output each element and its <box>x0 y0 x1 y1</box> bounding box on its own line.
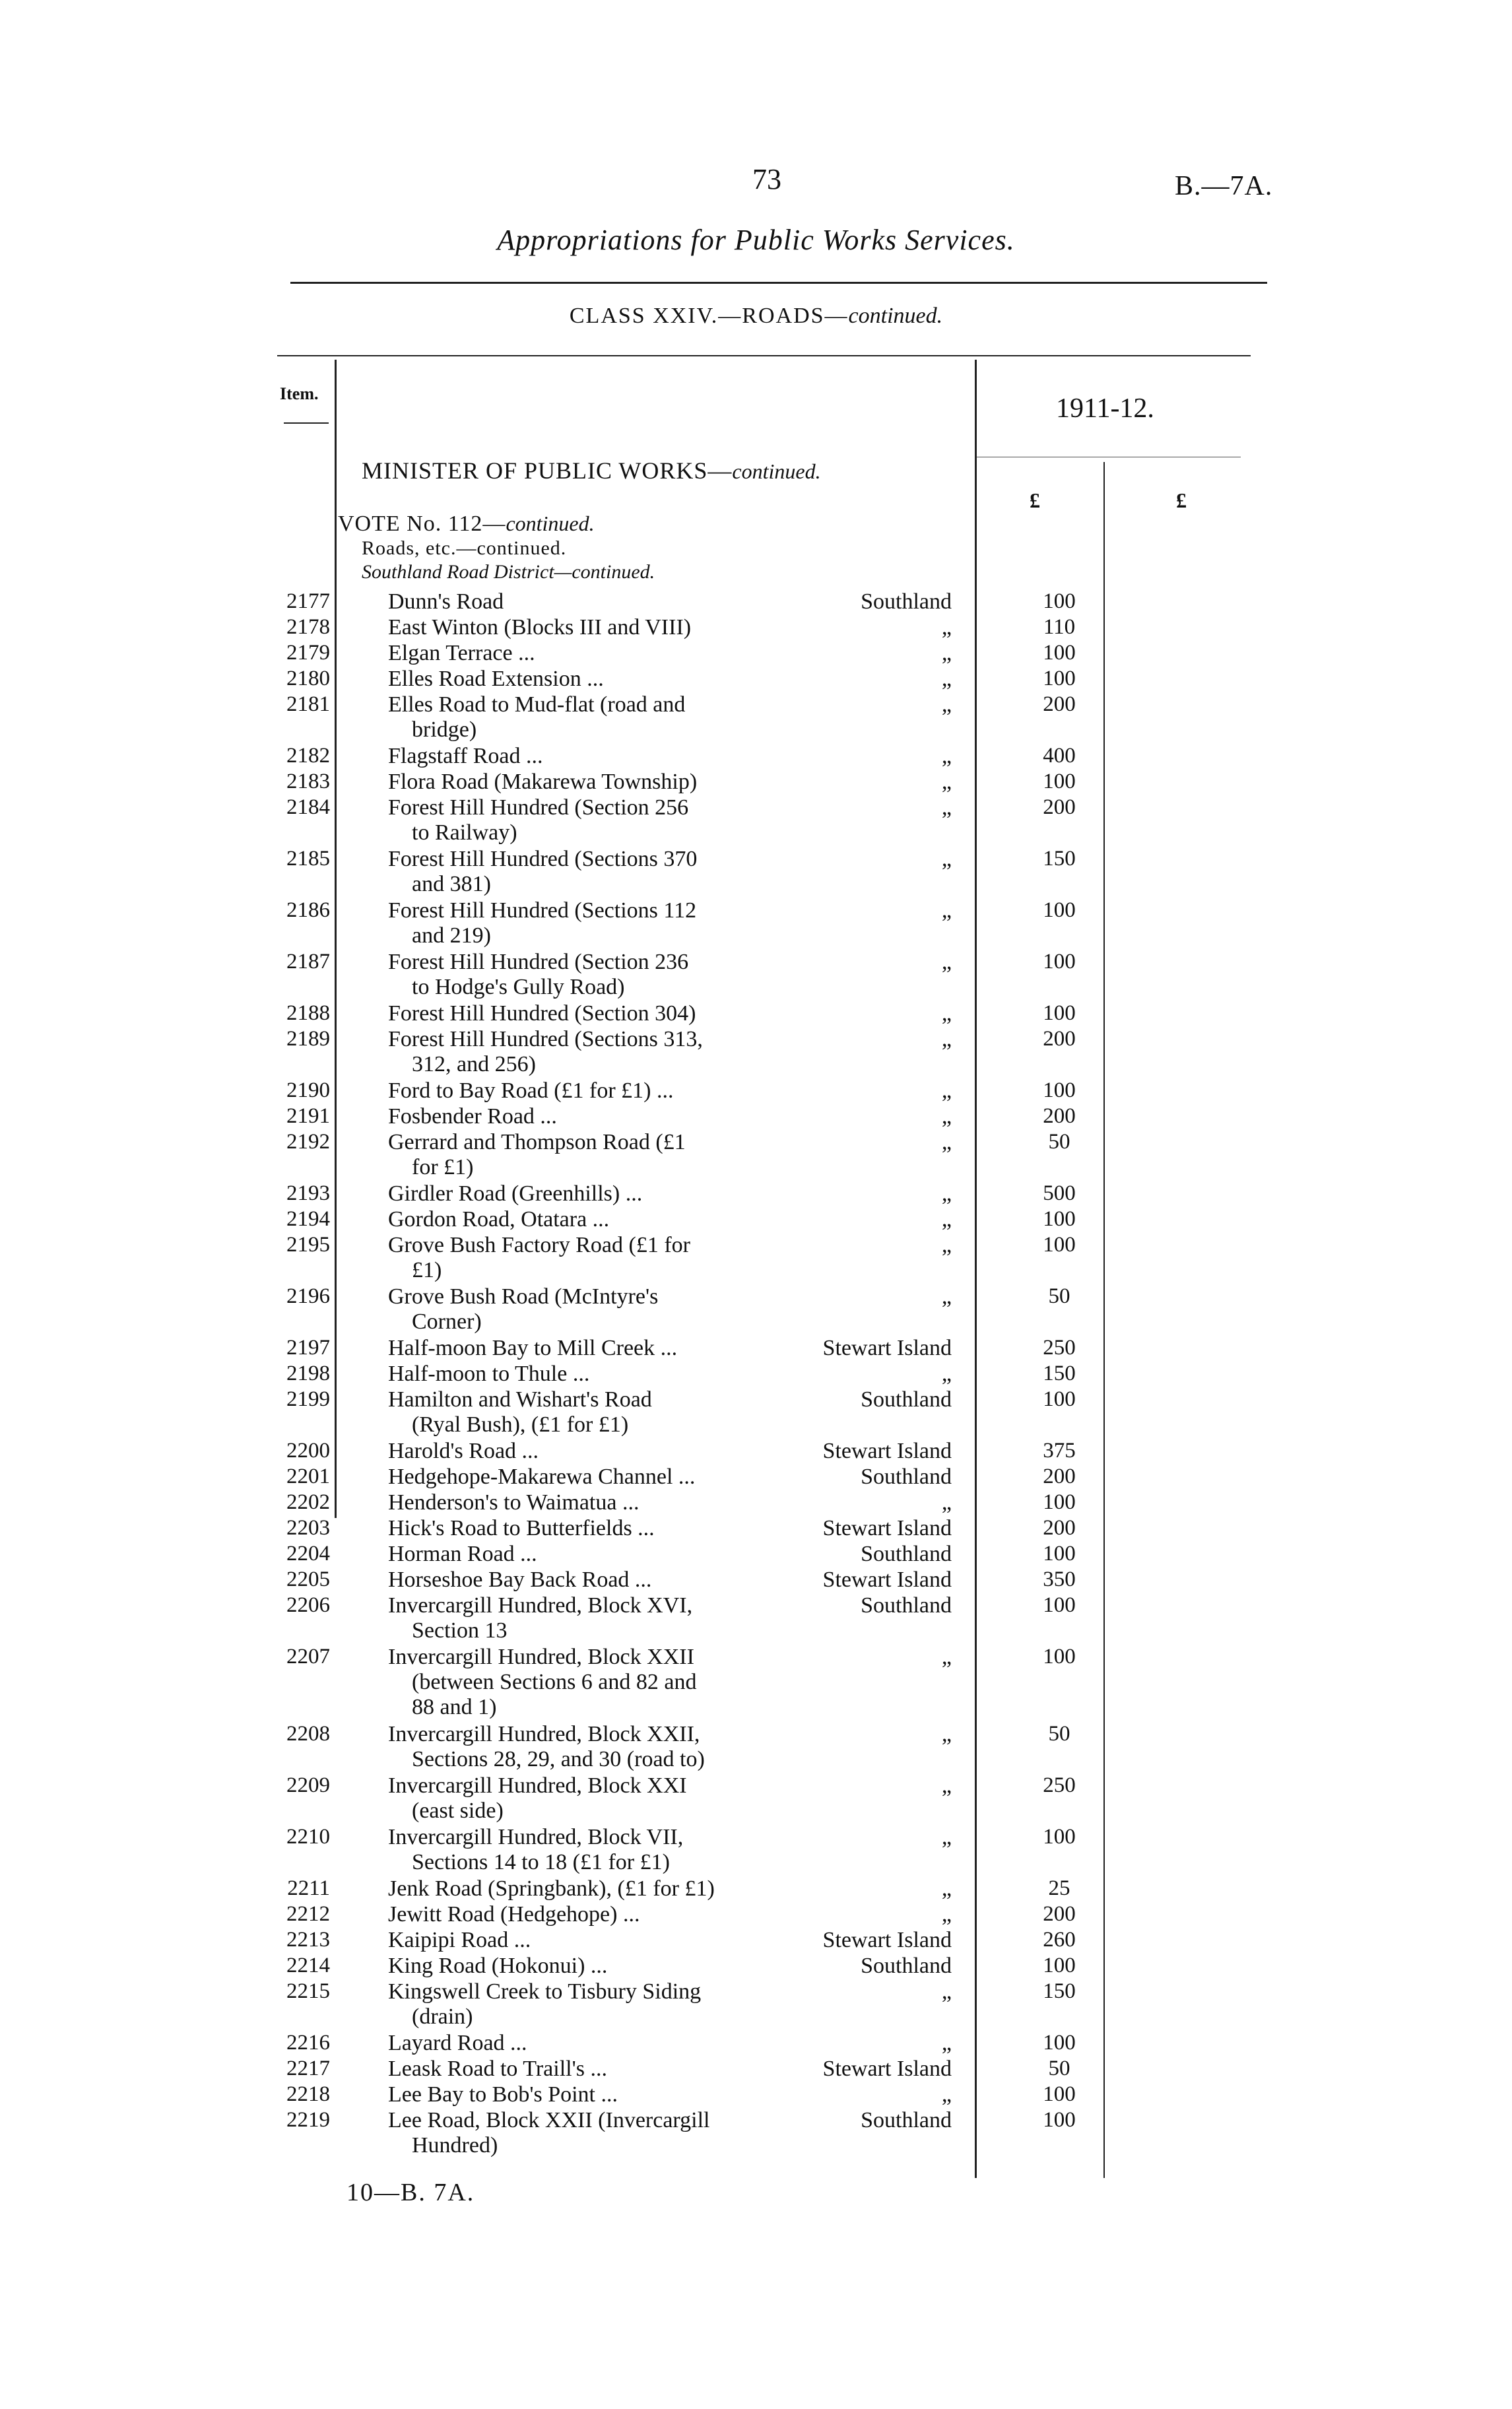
road-name-line: Ford to Bay Road (£1 for £1) ... <box>388 1078 674 1103</box>
road-name <box>388 847 784 897</box>
road-name-line: Jenk Road (Springbank), (£1 for £1) <box>388 1876 715 1901</box>
table-row <box>0 2108 1512 2160</box>
road-name-line: Girdler Road (Greenhills) ... <box>388 1181 643 1206</box>
amount: 150 <box>1043 1979 1076 2003</box>
table-row <box>0 1593 1512 1645</box>
road-name-line: Sections 14 to 18 (£1 for £1) <box>412 1850 670 1874</box>
vote-heading-main: VOTE No. 112— <box>338 512 506 536</box>
item-number: 2212 <box>286 1902 330 1926</box>
table-row <box>0 615 1512 641</box>
table-row <box>0 1207 1512 1233</box>
district-name: Southland <box>861 1465 952 1489</box>
item-number: 2207 <box>286 1645 330 1668</box>
road-name <box>388 1284 784 1335</box>
item-number: 2194 <box>286 1207 330 1231</box>
item-number: 2203 <box>286 1516 330 1540</box>
table-top-rule <box>277 355 1251 356</box>
table-row <box>0 1954 1512 1979</box>
table-row <box>0 1902 1512 1928</box>
amount: 100 <box>1043 2031 1076 2055</box>
road-name-line: Fosbender Road ... <box>388 1104 557 1129</box>
item-number: 2217 <box>286 2057 330 2080</box>
table-row <box>0 1001 1512 1027</box>
district-heading: Southland Road District—continued. <box>362 561 655 583</box>
amount: 100 <box>1043 1078 1076 1102</box>
road-name <box>388 1928 784 1953</box>
amount: 100 <box>1043 589 1076 613</box>
amount: 50 <box>1048 1130 1070 1154</box>
district-name: „ <box>941 1284 952 1309</box>
road-name <box>388 1722 784 1772</box>
road-name-line: Elles Road to Mud-flat (road and <box>388 692 686 717</box>
road-name <box>388 1876 784 1901</box>
amount: 150 <box>1043 847 1076 871</box>
road-name <box>388 1542 784 1567</box>
item-column-header: Item. <box>280 384 319 403</box>
table-row <box>0 795 1512 847</box>
year-column-header: 1911-12. <box>1056 393 1154 424</box>
table-row <box>0 1387 1512 1439</box>
district-name: „ <box>941 667 952 691</box>
table-row <box>0 1130 1512 1181</box>
item-number: 2208 <box>286 1722 330 1746</box>
road-name-line: Invercargill Hundred, Block XXII <box>388 1645 694 1669</box>
road-name-line: Horman Road ... <box>388 1542 537 1566</box>
road-name <box>388 950 784 1000</box>
road-name <box>388 1207 784 1232</box>
district-name: „ <box>941 2082 952 2107</box>
table-row <box>0 1465 1512 1490</box>
road-name-line: Elgan Terrace ... <box>388 641 535 665</box>
amount: 200 <box>1043 692 1076 716</box>
road-name-line: Hedgehope-Makarewa Channel ... <box>388 1465 696 1489</box>
item-number: 2213 <box>286 1928 330 1952</box>
road-name-line: Kingswell Creek to Tisbury Siding <box>388 1979 702 2004</box>
amount: 400 <box>1043 744 1076 768</box>
item-number: 2179 <box>286 641 330 665</box>
road-name <box>388 1181 784 1206</box>
road-name-line: Elles Road Extension ... <box>388 667 604 691</box>
district-name: „ <box>941 1722 952 1746</box>
ministry-heading-continued: continued. <box>732 459 821 483</box>
road-name <box>388 2031 784 2056</box>
road-name-line: (drain) <box>412 2004 473 2029</box>
item-number: 2178 <box>286 615 330 639</box>
road-name-line: Sections 28, 29, and 30 (road to) <box>412 1747 705 1771</box>
item-header-underline <box>284 422 329 424</box>
amount: 200 <box>1043 1027 1076 1051</box>
table-row <box>0 1362 1512 1387</box>
subhead-roads: Roads, etc.—continued. <box>362 537 567 559</box>
road-name-line: Corner) <box>412 1309 482 1334</box>
road-name <box>388 1387 784 1437</box>
road-name <box>388 1593 784 1643</box>
table-row <box>0 1979 1512 2031</box>
amount: 200 <box>1043 1465 1076 1488</box>
amount: 100 <box>1043 1233 1076 1257</box>
table-row <box>0 1722 1512 1773</box>
item-number: 2197 <box>286 1336 330 1360</box>
district-name: Stewart Island <box>822 2057 952 2081</box>
table-row <box>0 744 1512 770</box>
item-number: 2206 <box>286 1593 330 1617</box>
table-row <box>0 1825 1512 1876</box>
road-name <box>388 589 784 614</box>
page-number: 73 <box>752 163 781 195</box>
road-name-line: Lee Bay to Bob's Point ... <box>388 2082 618 2107</box>
road-name-line: 88 and 1) <box>412 1695 497 1719</box>
table-row <box>0 1233 1512 1284</box>
road-name <box>388 1465 784 1490</box>
district-name: „ <box>941 1825 952 1849</box>
road-name <box>388 1773 784 1824</box>
table-row <box>0 1439 1512 1465</box>
vote-heading <box>338 512 595 537</box>
road-name-line: (between Sections 6 and 82 and <box>412 1670 697 1694</box>
table-row <box>0 667 1512 692</box>
road-name <box>388 1104 784 1129</box>
table-row <box>0 847 1512 898</box>
district-name: „ <box>941 1902 952 1927</box>
road-name <box>388 1027 784 1077</box>
item-number: 2180 <box>286 667 330 690</box>
district-name: „ <box>941 1181 952 1206</box>
district-name: „ <box>941 770 952 794</box>
district-name: „ <box>941 950 952 974</box>
table-row <box>0 898 1512 950</box>
district-name: Southland <box>861 1593 952 1618</box>
road-name-line: King Road (Hokonui) ... <box>388 1954 608 1978</box>
road-name-line: Jewitt Road (Hedgehope) ... <box>388 1902 640 1927</box>
road-name-line: bridge) <box>412 717 477 742</box>
road-name <box>388 744 784 769</box>
road-name <box>388 1439 784 1464</box>
road-name <box>388 1825 784 1875</box>
road-name <box>388 1645 784 1720</box>
road-name <box>388 2057 784 2082</box>
class-heading-main: CLASS XXIV.—ROADS— <box>569 304 849 328</box>
road-name-line: Forest Hill Hundred (Section 304) <box>388 1001 696 1026</box>
item-number: 2183 <box>286 770 330 793</box>
district-name: Stewart Island <box>822 1439 952 1463</box>
road-name-line: 312, and 256) <box>412 1052 536 1076</box>
road-name-line: Invercargill Hundred, Block XXII, <box>388 1722 700 1746</box>
road-name-line: and 381) <box>412 872 491 896</box>
road-name-line: Hamilton and Wishart's Road <box>388 1387 652 1412</box>
table-row <box>0 1568 1512 1593</box>
amount: 100 <box>1043 1387 1076 1411</box>
road-name-line: Forest Hill Hundred (Sections 313, <box>388 1027 703 1051</box>
road-name <box>388 1130 784 1180</box>
item-number: 2210 <box>286 1825 330 1849</box>
road-name <box>388 898 784 948</box>
item-number: 2201 <box>286 1465 330 1488</box>
table-row <box>0 2031 1512 2057</box>
amount: 200 <box>1043 1516 1076 1540</box>
table-row <box>0 2082 1512 2108</box>
road-name <box>388 667 784 692</box>
item-number: 2189 <box>286 1027 330 1051</box>
road-name-line: and 219) <box>412 923 491 948</box>
road-name-line: Forest Hill Hundred (Section 256 <box>388 795 689 820</box>
title-rule <box>290 282 1267 284</box>
road-name <box>388 1490 784 1515</box>
table-row <box>0 770 1512 795</box>
district-name: „ <box>941 795 952 820</box>
table-row <box>0 1284 1512 1336</box>
item-number: 2177 <box>286 589 330 613</box>
item-number: 2200 <box>286 1439 330 1463</box>
road-name <box>388 641 784 666</box>
item-number: 2204 <box>286 1542 330 1566</box>
road-name <box>388 1362 784 1387</box>
class-heading <box>0 304 1512 329</box>
table-row <box>0 1336 1512 1362</box>
amount: 250 <box>1043 1773 1076 1797</box>
table-row <box>0 2057 1512 2082</box>
road-name <box>388 615 784 640</box>
amount: 25 <box>1048 1876 1070 1900</box>
item-number: 2181 <box>286 692 330 716</box>
pound-sign-column-1: £ <box>1030 488 1040 512</box>
road-name-line: Hundred) <box>412 2133 498 2158</box>
table-row <box>0 1027 1512 1078</box>
item-number: 2186 <box>286 898 330 922</box>
ministry-heading <box>362 457 821 484</box>
road-name <box>388 1336 784 1361</box>
district-name: Southland <box>861 1387 952 1412</box>
amount: 100 <box>1043 2082 1076 2106</box>
amount: 50 <box>1048 1284 1070 1308</box>
ministry-heading-main: MINISTER OF PUBLIC WORKS— <box>362 457 733 484</box>
district-name: Stewart Island <box>822 1336 952 1360</box>
amount: 50 <box>1048 1722 1070 1746</box>
item-number: 2193 <box>286 1181 330 1205</box>
district-name: Southland <box>861 2108 952 2132</box>
item-number: 2192 <box>286 1130 330 1154</box>
road-name <box>388 1568 784 1593</box>
district-name: Stewart Island <box>822 1928 952 1952</box>
road-name-line: to Hodge's Gully Road) <box>412 975 625 999</box>
road-name-line: Leask Road to Traill's ... <box>388 2057 607 2081</box>
district-name: „ <box>941 1490 952 1515</box>
item-number: 2209 <box>286 1773 330 1797</box>
road-name-line: Hick's Road to Butterfields ... <box>388 1516 655 1540</box>
road-name-line: Forest Hill Hundred (Sections 370 <box>388 847 698 871</box>
pound-sign-column-2: £ <box>1176 488 1187 512</box>
road-name-line: Forest Hill Hundred (Sections 112 <box>388 898 697 923</box>
item-number: 2185 <box>286 847 330 871</box>
table-row <box>0 1104 1512 1130</box>
item-number: 2195 <box>286 1233 330 1257</box>
district-name: „ <box>941 692 952 717</box>
amount: 100 <box>1043 898 1076 922</box>
road-name-line: Harold's Road ... <box>388 1439 539 1463</box>
district-name: Southland <box>861 589 952 614</box>
district-name: „ <box>941 1130 952 1154</box>
table-row <box>0 641 1512 667</box>
item-number: 2215 <box>286 1979 330 2003</box>
amount: 250 <box>1043 1336 1076 1360</box>
table-row <box>0 950 1512 1001</box>
table-row <box>0 589 1512 615</box>
amount: 100 <box>1043 1542 1076 1566</box>
road-name <box>388 1954 784 1979</box>
table-row <box>0 1773 1512 1825</box>
table-row <box>0 1542 1512 1568</box>
road-name-line: Half-moon Bay to Mill Creek ... <box>388 1336 678 1360</box>
amount: 100 <box>1043 770 1076 793</box>
class-heading-continued: continued. <box>848 304 943 328</box>
road-name <box>388 795 784 845</box>
district-name: „ <box>941 898 952 923</box>
road-name <box>388 2082 784 2107</box>
item-number: 2205 <box>286 1568 330 1591</box>
road-name-line: Gordon Road, Otatara ... <box>388 1207 610 1232</box>
district-name: „ <box>941 615 952 640</box>
district-name: „ <box>941 1362 952 1386</box>
road-name-line: Section 13 <box>412 1618 508 1643</box>
road-name-line: East Winton (Blocks III and VIII) <box>388 615 692 640</box>
road-name-line: Half-moon to Thule ... <box>388 1362 590 1386</box>
item-number: 2191 <box>286 1104 330 1128</box>
table-row <box>0 1490 1512 1516</box>
amount: 100 <box>1043 667 1076 690</box>
page-footer: 10—B. 7A. <box>346 2179 475 2206</box>
road-name-line: £1) <box>412 1258 442 1282</box>
item-number: 2218 <box>286 2082 330 2106</box>
table-row <box>0 1078 1512 1104</box>
road-name-line: Invercargill Hundred, Block VII, <box>388 1825 684 1849</box>
road-name <box>388 1516 784 1541</box>
amount: 100 <box>1043 1645 1076 1668</box>
table-row <box>0 1181 1512 1207</box>
amount: 100 <box>1043 1825 1076 1849</box>
document-reference: B.—7A. <box>1175 171 1273 201</box>
district-name: „ <box>941 641 952 665</box>
amount: 260 <box>1043 1928 1076 1952</box>
table-row <box>0 1928 1512 1954</box>
road-name-line: Flagstaff Road ... <box>388 744 543 768</box>
item-number: 2202 <box>286 1490 330 1514</box>
district-name: „ <box>941 1645 952 1669</box>
road-name-line: Forest Hill Hundred (Section 236 <box>388 950 689 974</box>
item-number: 2216 <box>286 2031 330 2055</box>
table-row <box>0 1516 1512 1542</box>
road-name-line: Invercargill Hundred, Block XVI, <box>388 1593 693 1618</box>
road-name <box>388 1233 784 1283</box>
road-name-line: Horseshoe Bay Back Road ... <box>388 1568 652 1592</box>
district-name: „ <box>941 847 952 871</box>
road-name <box>388 770 784 795</box>
road-name <box>388 1979 784 2030</box>
district-name: „ <box>941 1773 952 1798</box>
district-name: Southland <box>861 1954 952 1978</box>
item-number: 2188 <box>286 1001 330 1025</box>
district-name: „ <box>941 1233 952 1257</box>
item-number: 2198 <box>286 1362 330 1385</box>
district-name: „ <box>941 1078 952 1103</box>
district-name: „ <box>941 2031 952 2055</box>
road-name-line: Dunn's Road <box>388 589 504 614</box>
amount: 100 <box>1043 1001 1076 1025</box>
road-name-line: Invercargill Hundred, Block XXI <box>388 1773 687 1798</box>
item-number: 2219 <box>286 2108 330 2132</box>
district-name: „ <box>941 1104 952 1129</box>
district-name: „ <box>941 1027 952 1051</box>
district-name: „ <box>941 1207 952 1232</box>
road-name <box>388 1001 784 1026</box>
amount: 200 <box>1043 1104 1076 1128</box>
item-number: 2190 <box>286 1078 330 1102</box>
amount: 100 <box>1043 1593 1076 1617</box>
amount: 100 <box>1043 1207 1076 1231</box>
item-number: 2211 <box>287 1876 330 1900</box>
district-name: „ <box>941 744 952 768</box>
item-number: 2199 <box>286 1387 330 1411</box>
amount: 100 <box>1043 2108 1076 2132</box>
road-name <box>388 2108 784 2158</box>
amount: 350 <box>1043 1568 1076 1591</box>
district-name: Stewart Island <box>822 1516 952 1540</box>
road-name-line: Grove Bush Factory Road (£1 for <box>388 1233 690 1257</box>
road-name-line: for £1) <box>412 1155 474 1179</box>
table-row <box>0 692 1512 744</box>
item-number: 2182 <box>286 744 330 768</box>
district-name: „ <box>941 1876 952 1901</box>
road-name-line: Flora Road (Makarewa Township) <box>388 770 698 794</box>
road-name-line: Henderson's to Waimatua ... <box>388 1490 640 1515</box>
amount: 100 <box>1043 950 1076 974</box>
table-row <box>0 1876 1512 1902</box>
road-name-line: Gerrard and Thompson Road (£1 <box>388 1130 686 1154</box>
road-name-line: Layard Road ... <box>388 2031 527 2055</box>
district-name: Stewart Island <box>822 1568 952 1592</box>
amount: 100 <box>1043 1490 1076 1514</box>
vote-heading-continued: continued. <box>506 512 595 535</box>
amount: 375 <box>1043 1439 1076 1463</box>
road-name-line: to Railway) <box>412 820 517 845</box>
amount: 100 <box>1043 1954 1076 1977</box>
district-name: „ <box>941 1979 952 2004</box>
item-number: 2196 <box>286 1284 330 1308</box>
road-name-line: (Ryal Bush), (£1 for £1) <box>412 1412 629 1437</box>
amount: 200 <box>1043 1902 1076 1926</box>
amount: 100 <box>1043 641 1076 665</box>
road-name <box>388 1902 784 1927</box>
road-name-line: Grove Bush Road (McIntyre's <box>388 1284 659 1309</box>
amount: 110 <box>1043 615 1076 639</box>
road-name <box>388 692 784 742</box>
road-name-line: Lee Road, Block XXII (Invercargill <box>388 2108 710 2132</box>
amount: 200 <box>1043 795 1076 819</box>
amount: 50 <box>1048 2057 1070 2080</box>
page-title: Appropriations for Public Works Services. <box>497 224 1015 256</box>
district-name: Southland <box>861 1542 952 1566</box>
amount: 150 <box>1043 1362 1076 1385</box>
item-number: 2187 <box>286 950 330 974</box>
road-name <box>388 1078 784 1104</box>
district-name: „ <box>941 1001 952 1026</box>
item-number: 2214 <box>286 1954 330 1977</box>
road-name-line: Kaipipi Road ... <box>388 1928 531 1952</box>
road-name-line: (east side) <box>412 1798 504 1823</box>
table-row <box>0 1645 1512 1722</box>
amount: 500 <box>1043 1181 1076 1205</box>
item-number: 2184 <box>286 795 330 819</box>
